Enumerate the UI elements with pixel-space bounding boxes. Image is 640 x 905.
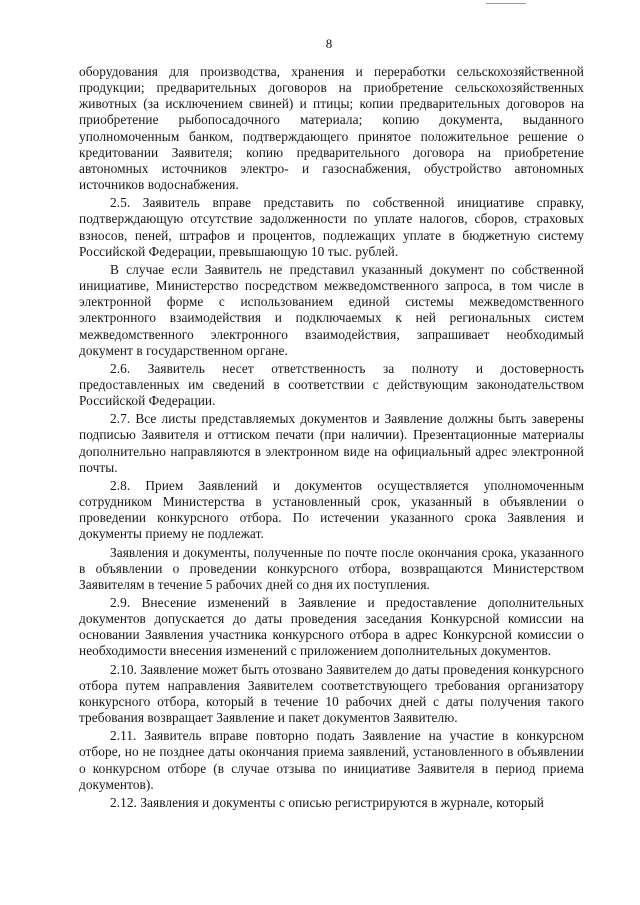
page-number: 8	[325, 36, 333, 51]
paragraph-2-9: 2.9. Внесение изменений в Заявление и предоставление дополнительных документов допускается до даты проведения заседания Конкурсной комиссии на основании Заявления участника конкурсного отбора в адрес Конкурсной комиссии о необходимости внесения изменений с приложением дополнительных документов.	[79, 595, 584, 659]
paragraph-2-11: 2.11. Заявитель вправе повторно подать Заявление на участие в конкурсном отборе, но не позднее даты окончания приема заявлений, установленного в объявлении о конкурсном отборе (в случае отзыва по инициативе Заявителя в период приема документов).	[79, 728, 584, 792]
paragraph-2-5-cont: В случае если Заявитель не представил указанный документ по собственной инициативе, Министерство посредством межведомственного запроса, в том числе в электронной форме с использованием единой системы межведомственного электронного взаимодействия и подключаемых к ней региональных систем межведомственного электронного взаимодействия, запрашивает необходимый документ в государственном органе.	[79, 261, 584, 358]
body-text	[79, 64, 584, 813]
paragraph-2-8-cont: Заявления и документы, полученные по почте после окончания срока, указанного в объявлении о проведении конкурсного отбора, возвращаются Министерством Заявителям в течение 5 рабочих дней со дня их поступления.	[79, 544, 584, 592]
paragraph-2-7: 2.7. Все листы представляемых документов и Заявление должны быть заверены подписью Заявителя и оттиском печати (при наличии). Презентационные материалы дополнительно направляются в электронном виде на официальный адрес электронной почты.	[79, 411, 584, 475]
paragraph-2-6: 2.6. Заявитель несет ответственность за полноту и достоверность предоставленных им сведений в соответствии с действующим законодательством Российской Федерации.	[79, 360, 584, 409]
paragraph-continuation: оборудования для производства, хранения и переработки сельскохозяйственной продукции; предварительных договоров на приобретение сельскохозяйственных животных (за исключением свиней) и птицы; копии предварительных договоров на приобретение рыбопосадочного материала; копию документа, выданного уполномоченным банком, подтверждающего принятое положительное решение о кредитовании Заявителя; копию предварительного договора на приобретение автономных источников электро- и газоснабжения, обустройство автономных источников водоснабжения.	[79, 64, 584, 193]
paragraph-2-12: 2.12. Заявления и документы с описью регистрируются в журнале, который	[110, 794, 544, 810]
header-rule	[486, 3, 526, 4]
paragraph-2-5: 2.5. Заявитель вправе представить по собственной инициативе справку, подтверждающую отсутствие задолженности по уплате налогов, сборов, страховых взносов, пеней, штрафов и процентов, подлежащих уплате в бюджетную систему Российской Федерации, превышающую 10 тыс. рублей.	[79, 195, 584, 259]
paragraph-2-8: 2.8. Прием Заявлений и документов осуществляется уполномоченным сотрудником Министерства в установленный срок, указанный в объявлении о проведении конкурсного отбора. По истечении указанного срока Заявления и документы приему не подлежат.	[79, 477, 584, 542]
paragraph-2-10: 2.10. Заявление может быть отозвано Заявителем до даты проведения конкурсного отбора путем направления Заявителем соответствующего требования организатору конкурсного отбора, который в течение 10 рабочих дней с даты получения такого требования возвращает Заявление и пакет документов Заявителю.	[79, 661, 584, 726]
